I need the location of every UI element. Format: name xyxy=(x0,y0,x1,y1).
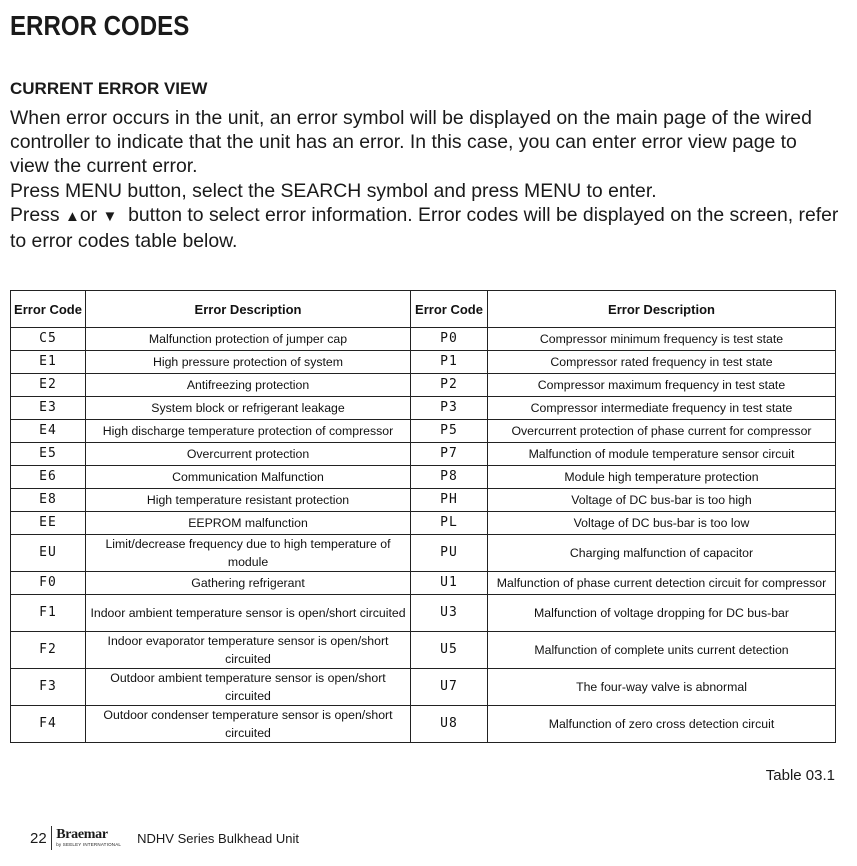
footer-divider xyxy=(51,826,53,850)
error-code: P2 xyxy=(411,374,488,397)
error-code: E8 xyxy=(11,489,86,512)
error-description: Malfunction of voltage dropping for DC bus-bar xyxy=(488,595,836,632)
section-title: CURRENT ERROR VIEW xyxy=(10,79,208,98)
header-error-description-right: Error Description xyxy=(488,291,836,328)
header-error-code-right: Error Code xyxy=(411,291,488,328)
error-description: Malfunction of module temperature sensor circuit xyxy=(488,443,836,466)
error-description: Compressor intermediate frequency in test state xyxy=(488,397,836,420)
error-description: Compressor maximum frequency in test state xyxy=(488,374,836,397)
table-header-row xyxy=(11,291,836,328)
page-number: 22 xyxy=(30,829,47,847)
error-code: E4 xyxy=(11,420,86,443)
or-word: or xyxy=(79,203,98,226)
error-description: Overcurrent protection xyxy=(86,443,411,466)
error-code: C5 xyxy=(11,328,86,351)
table-caption: Table 03.1 xyxy=(765,767,835,784)
error-description: Indoor ambient temperature sensor is open/short circuited xyxy=(86,595,411,632)
table-row xyxy=(11,374,836,397)
error-code: EE xyxy=(11,512,86,535)
table-row xyxy=(11,669,836,706)
error-description: Overcurrent protection of phase current for compressor xyxy=(488,420,836,443)
table-row xyxy=(11,535,836,572)
header-error-description-left: Error Description xyxy=(86,291,411,328)
table-row xyxy=(11,706,836,743)
error-code: F2 xyxy=(11,632,86,669)
error-code: U7 xyxy=(411,669,488,706)
error-description: Malfunction protection of jumper cap xyxy=(86,328,411,351)
error-description: Voltage of DC bus-bar is too high xyxy=(488,489,836,512)
error-code: PH xyxy=(411,489,488,512)
error-code: F1 xyxy=(11,595,86,632)
intro-paragraph-2: Press MENU button, select the SEARCH symbol and press MENU to enter. xyxy=(10,179,657,202)
error-code: P1 xyxy=(411,351,488,374)
error-code: U8 xyxy=(411,706,488,743)
table-row xyxy=(11,512,836,535)
error-code: P0 xyxy=(411,328,488,351)
error-code: U5 xyxy=(411,632,488,669)
table-row xyxy=(11,572,836,595)
intro-paragraph-3 xyxy=(10,203,840,253)
error-code: F3 xyxy=(11,669,86,706)
error-description: Charging malfunction of capacitor xyxy=(488,535,836,572)
table-row xyxy=(11,420,836,443)
up-arrow-icon: ▲ xyxy=(64,207,80,225)
error-code: P8 xyxy=(411,466,488,489)
error-description: Malfunction of phase current detection circuit for compressor xyxy=(488,572,836,595)
error-description: Compressor rated frequency in test state xyxy=(488,351,836,374)
error-code: E6 xyxy=(11,466,86,489)
table-row xyxy=(11,595,836,632)
error-description: High discharge temperature protection of compressor xyxy=(86,420,411,443)
error-description: Compressor minimum frequency is test state xyxy=(488,328,836,351)
error-code: E5 xyxy=(11,443,86,466)
intro-paragraph-3-rest: button to select error information. Error codes will be displayed on the screen, refer to error codes table below. xyxy=(10,203,839,253)
error-description: EEPROM malfunction xyxy=(86,512,411,535)
table-row xyxy=(11,466,836,489)
error-description: Voltage of DC bus-bar is too low xyxy=(488,512,836,535)
intro-paragraph-1: When error occurs in the unit, an error symbol will be displayed on the main page of the wired controller to indicate that the unit has an error. In this case, you can enter error view page to view the current error. xyxy=(10,107,812,178)
intro-text xyxy=(10,106,840,253)
product-name: NDHV Series Bulkhead Unit xyxy=(137,830,299,846)
error-code: E2 xyxy=(11,374,86,397)
table-row xyxy=(11,443,836,466)
error-description: Limit/decrease frequency due to high temperature of module xyxy=(86,535,411,572)
error-code: F0 xyxy=(11,572,86,595)
error-code: E1 xyxy=(11,351,86,374)
error-codes-table xyxy=(10,290,836,743)
error-description: Indoor evaporator temperature sensor is open/short circuited xyxy=(86,632,411,669)
table-row xyxy=(11,632,836,669)
error-description: High pressure protection of system xyxy=(86,351,411,374)
error-code: P7 xyxy=(411,443,488,466)
press-word: Press xyxy=(10,203,60,226)
error-code: U1 xyxy=(411,572,488,595)
down-arrow-icon: ▼ xyxy=(102,207,118,225)
error-code: P3 xyxy=(411,397,488,420)
error-description: Gathering refrigerant xyxy=(86,572,411,595)
error-description: Outdoor condenser temperature sensor is open/short circuited xyxy=(86,706,411,743)
error-code: PL xyxy=(411,512,488,535)
error-description: High temperature resistant protection xyxy=(86,489,411,512)
brand-logo xyxy=(56,828,121,848)
error-description: Module high temperature protection xyxy=(488,466,836,489)
brand-name: Braemar xyxy=(56,827,108,843)
error-code: EU xyxy=(11,535,86,572)
header-error-code-left: Error Code xyxy=(11,291,86,328)
table-row xyxy=(11,328,836,351)
brand-subtitle: by SEELEY INTERNATIONAL xyxy=(56,842,122,848)
page-title: ERROR CODES xyxy=(10,10,190,41)
page-footer xyxy=(30,826,299,850)
error-code: E3 xyxy=(11,397,86,420)
error-description: The four-way valve is abnormal xyxy=(488,669,836,706)
table-row xyxy=(11,489,836,512)
error-description: Malfunction of zero cross detection circuit xyxy=(488,706,836,743)
error-code: PU xyxy=(411,535,488,572)
error-description: Antifreezing protection xyxy=(86,374,411,397)
error-code: P5 xyxy=(411,420,488,443)
error-description: Outdoor ambient temperature sensor is open/short circuited xyxy=(86,669,411,706)
error-description: Malfunction of complete units current detection xyxy=(488,632,836,669)
error-description: System block or refrigerant leakage xyxy=(86,397,411,420)
error-description: Communication Malfunction xyxy=(86,466,411,489)
error-code: F4 xyxy=(11,706,86,743)
table-row xyxy=(11,397,836,420)
error-code: U3 xyxy=(411,595,488,632)
table-row xyxy=(11,351,836,374)
